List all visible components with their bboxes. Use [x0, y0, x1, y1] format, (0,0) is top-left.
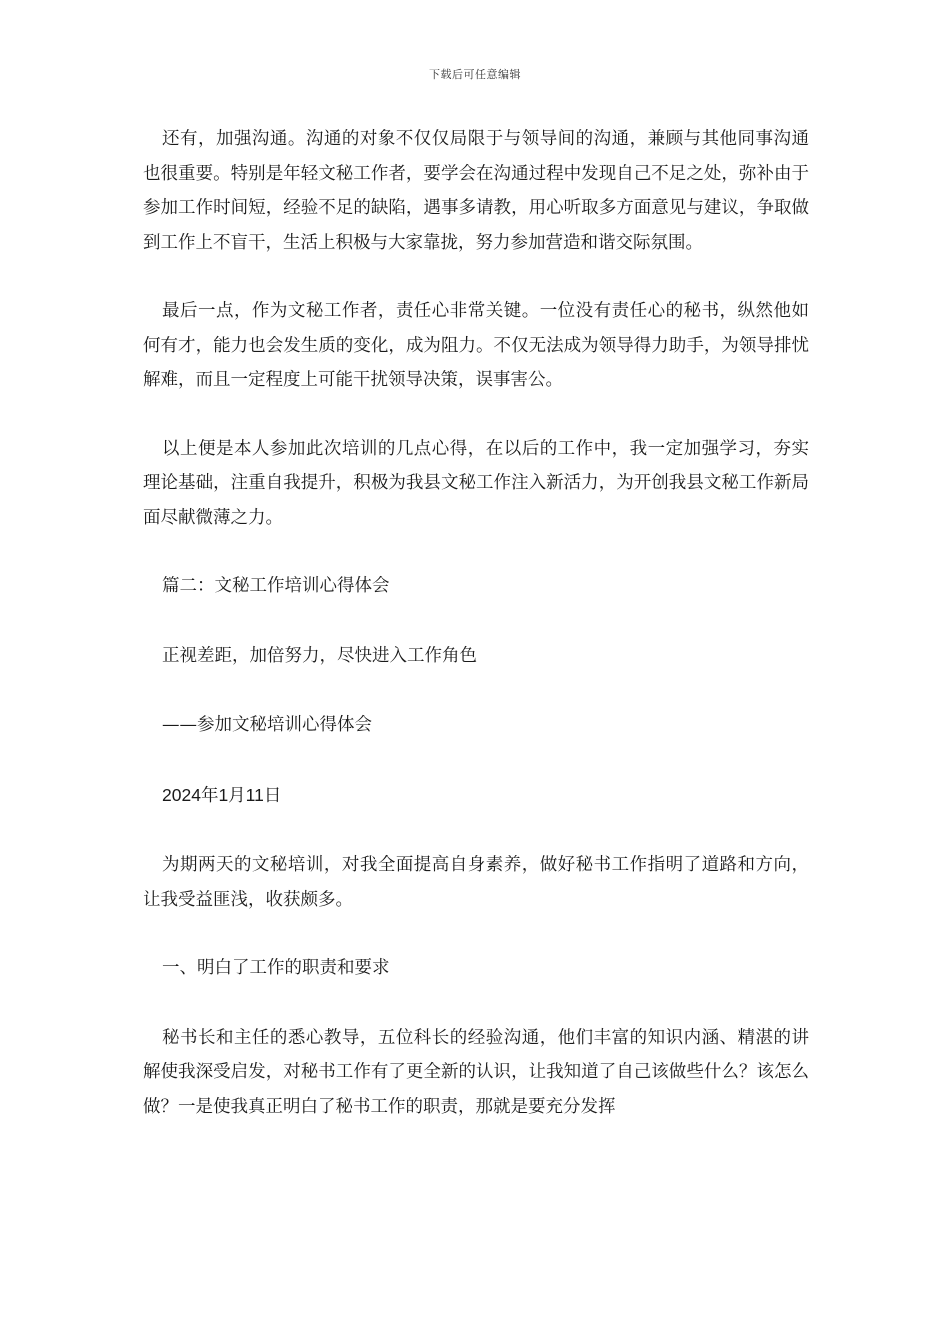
document-body	[143, 122, 809, 1158]
date-month: 1	[218, 784, 229, 805]
date-year-suffix: 年	[200, 785, 219, 806]
section-heading-one: 一、明白了工作的职责和要求	[162, 958, 390, 978]
page-header-note: 下载后可任意编辑	[429, 68, 521, 81]
article-date	[143, 778, 809, 814]
paragraph-intro: 为期两天的文秘培训，对我全面提高自身素养，做好秘书工作指明了道路和方向，让我受益匪浅，收获颇多。	[143, 855, 809, 910]
paragraph-conclusion: 以上便是本人参加此次培训的几点心得，在以后的工作中，我一定加强学习，夯实理论基础，注重自我提升，积极为我县文秘工作注入新活力，为开创我县文秘工作新局面尽献微薄之力。	[143, 438, 809, 528]
article-subtitle: ——参加文秘培训心得体会	[162, 715, 372, 735]
article-title: 正视差距，加倍努力，尽快进入工作角色	[162, 645, 477, 666]
paragraph-teaching: 秘书长和主任的悉心教导，五位科长的经验沟通，他们丰富的知识内涵、精湛的讲解使我深受启发，对秘书工作有了更全新的认识，让我知道了自己该做些什么？该怎么做？一是使我真正明白了秘书工作的职责，那就是要充分发挥	[143, 1027, 809, 1117]
section-title-part-two: 篇二：文秘工作培训心得体会	[162, 576, 390, 596]
paragraph-communication: 还有，加强沟通。沟通的对象不仅仅局限于与领导间的沟通，兼顾与其他同事沟通也很重要。特别是年轻文秘工作者，要学会在沟通过程中发现自己不足之处，弥补由于参加工作时间短，经验不足的缺陷，遇事多请教，用心听取多方面意见与建议，争取做到工作上不盲干，生活上积极与大家靠拢，努力参加营造和谐交际氛围。	[143, 129, 809, 253]
date-day-suffix: 日	[263, 785, 282, 806]
date-month-suffix: 月	[228, 785, 246, 806]
date-day: 11	[245, 784, 264, 805]
paragraph-responsibility: 最后一点，作为文秘工作者，责任心非常关键。一位没有责任心的秘书，纵然他如何有才，能力也会发生质的变化，成为阻力。不仅无法成为领导得力助手，为领导排忧解难，而且一定程度上可能干扰领导决策，误事害公。	[143, 301, 809, 390]
date-year: 2024	[162, 784, 201, 805]
